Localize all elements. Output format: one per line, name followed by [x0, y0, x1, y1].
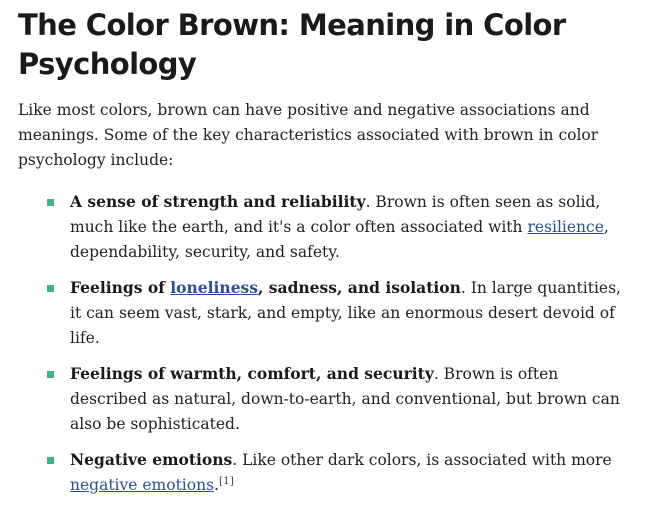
item-text: , dependability, security, and safety. — [70, 218, 609, 261]
item-text: . Brown is often seen as solid, much like the earth, and it's a color often associated with — [70, 193, 601, 236]
bullet-marker — [47, 371, 54, 378]
list-item — [18, 275, 628, 351]
item-lead-text: , sadness, and isolation — [258, 278, 461, 297]
item-lead: Negative emotions — [70, 450, 233, 469]
item-lead: A sense of strength and reliability — [70, 192, 366, 211]
item-lead-text: Feelings of — [70, 278, 171, 297]
citation-ref[interactable]: [1] — [218, 474, 234, 487]
item-text: . Like other dark colors, is associated with more — [232, 451, 612, 469]
list-item — [18, 447, 628, 498]
page-title: The Color Brown: Meaning in Color Psychology — [18, 8, 566, 81]
intro-paragraph: Like most colors, brown can have positive and negative associations and meanings. Some of the key characteristics associated with brown in color psychology include: — [18, 101, 599, 169]
negative-emotions-link[interactable]: negative emotions — [70, 476, 215, 494]
characteristics-list — [18, 189, 628, 498]
bullet-marker — [47, 199, 54, 206]
item-text: . — [214, 476, 219, 494]
item-text: . In large quantities, it can seem vast, stark, and empty, like an enormous desert devoid of life. — [70, 279, 621, 347]
item-lead — [70, 278, 461, 297]
list-item — [18, 361, 628, 437]
resilience-link[interactable]: resilience — [527, 218, 604, 236]
loneliness-link[interactable]: loneliness — [170, 278, 259, 297]
item-lead: Feelings of warmth, comfort, and security — [70, 364, 434, 383]
bullet-marker — [47, 457, 54, 464]
item-text: . Brown is often described as natural, down-to-earth, and conventional, but brown can also be sophisticated. — [70, 365, 620, 433]
list-item — [18, 189, 628, 265]
bullet-marker — [47, 285, 54, 292]
